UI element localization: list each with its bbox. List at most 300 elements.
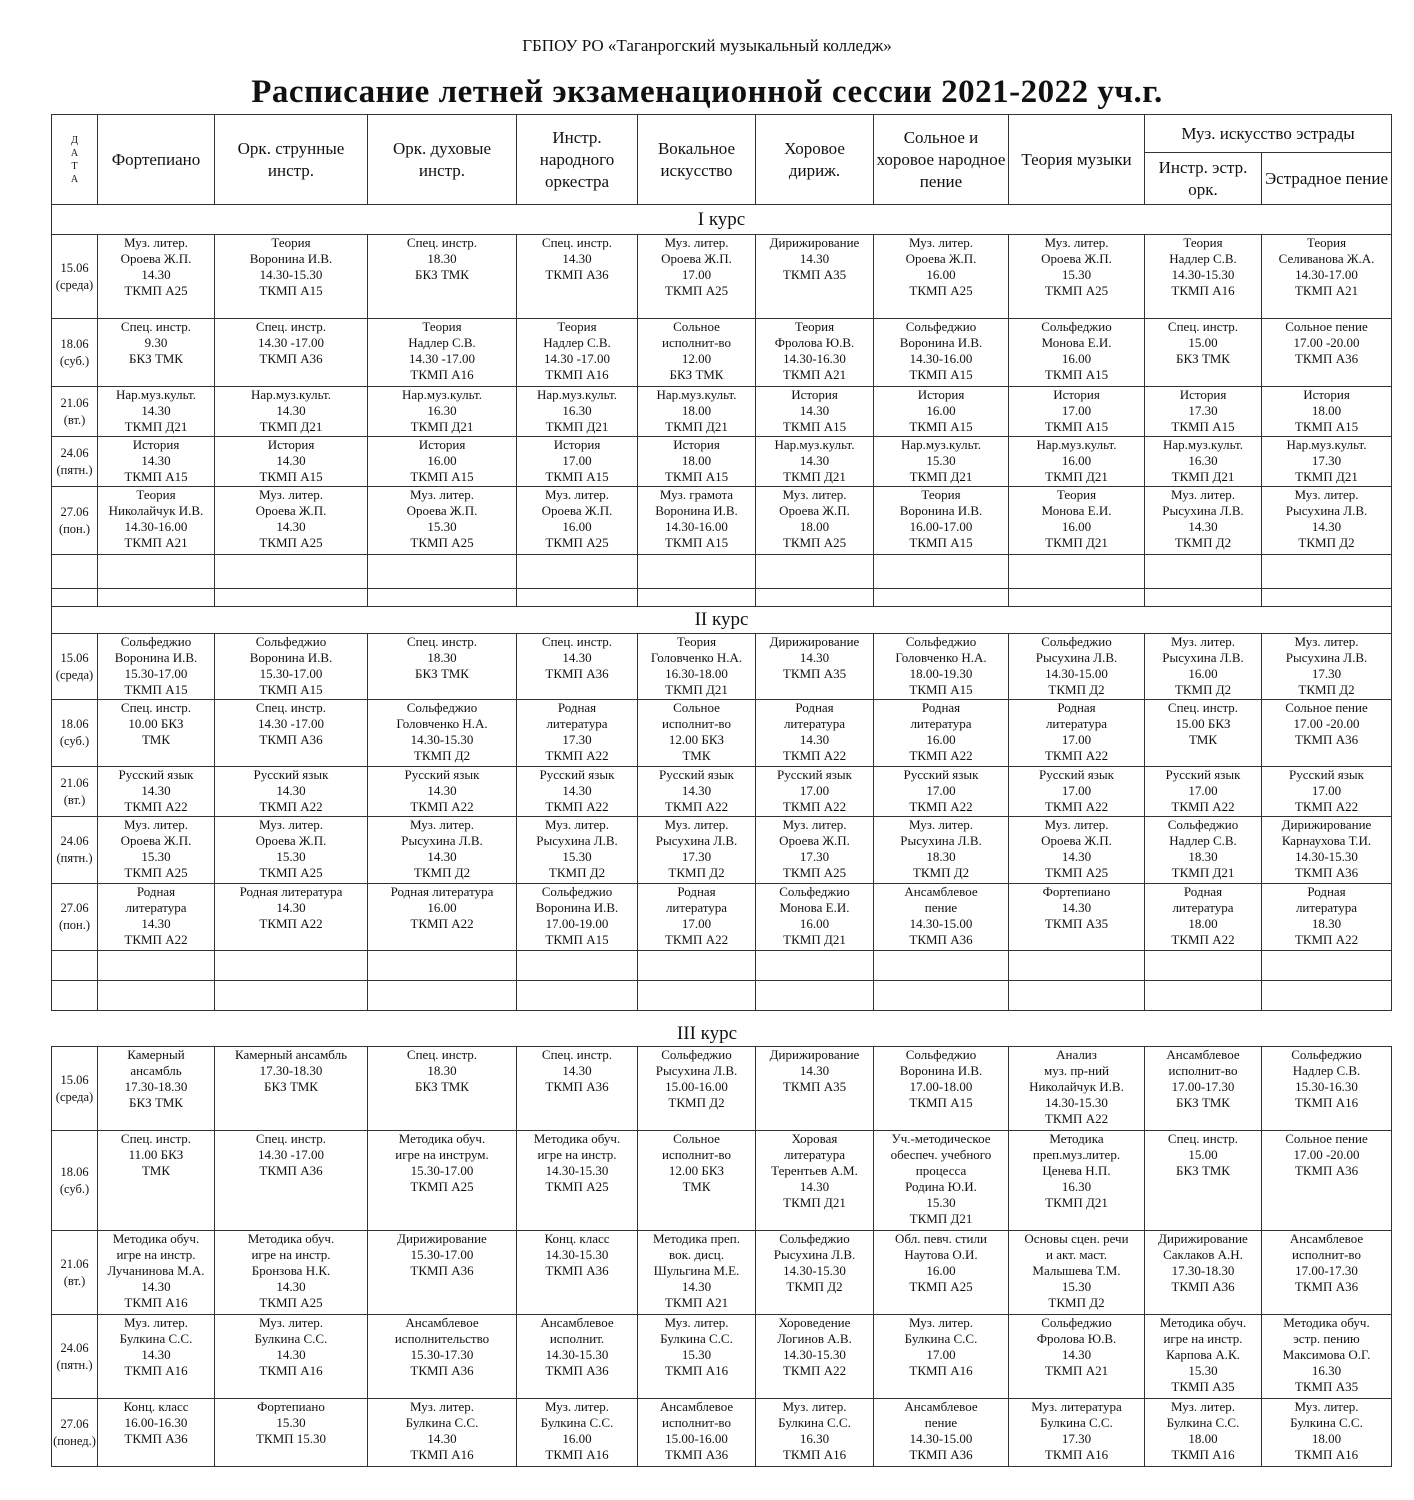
exam-line: Рысухина Л.В. [1162, 650, 1244, 665]
exam-line: 16.30 [427, 403, 457, 418]
exam-line: ТКМП А22 [410, 799, 474, 814]
exam-line: Головченко Н.А. [650, 650, 743, 665]
exam-line: 15.00-16.00 [665, 1079, 728, 1094]
exam-cell [1145, 437, 1262, 487]
exam-cell [756, 1131, 874, 1231]
exam-line: Ороева Ж.П. [255, 833, 327, 848]
exam-line: ТКМП Д2 [786, 1279, 843, 1294]
exam-cell [98, 1315, 215, 1399]
exam-cell [638, 437, 756, 487]
exam-line: 14.30 [276, 453, 306, 468]
exam-line: 14.30 [141, 267, 171, 282]
exam-cell [874, 487, 1009, 555]
exam-cell [215, 1131, 368, 1231]
exam-cell [1262, 1315, 1392, 1399]
exam-cell [517, 1231, 638, 1315]
table-row [52, 387, 1392, 437]
exam-line: ТКМП А25 [410, 1179, 474, 1194]
exam-line: 15.30 [427, 519, 457, 534]
exam-line: 17.00 [926, 1347, 956, 1362]
exam-line: Нар.муз.культ. [116, 387, 196, 402]
exam-line: ТКМП Д21 [1045, 535, 1108, 550]
exam-line: ТКМП А25 [664, 283, 729, 298]
exam-line: Теория [1056, 487, 1097, 502]
exam-line: История [917, 387, 965, 402]
exam-line: Муз. литер. [908, 235, 974, 250]
table-row [52, 767, 1392, 817]
exam-line: Родная [1307, 884, 1346, 899]
exam-line: Фортепиано [257, 1399, 325, 1414]
exam-cell [98, 487, 215, 555]
exam-line: ТКМП Д21 [545, 419, 609, 434]
exam-cell [638, 767, 756, 817]
exam-cell [215, 1315, 368, 1399]
exam-line: ТКМП А15 [545, 932, 609, 947]
exam-line: Русский язык [659, 767, 734, 782]
exam-line: Конц. класс [123, 1399, 189, 1414]
exam-line: 12.00 [681, 351, 712, 366]
exam-line: Спец. инстр. [1167, 319, 1239, 334]
exam-line: ТКМП А36 [1294, 1279, 1359, 1294]
exam-line: Монова Е.И. [779, 900, 850, 915]
exam-line: Методика преп. [653, 1231, 740, 1246]
exam-line: Методика обуч. [112, 1231, 200, 1246]
exam-line: ТКМП А16 [545, 367, 609, 382]
empty-cell [1009, 589, 1145, 607]
exam-line: 14.30 [427, 1431, 457, 1446]
exam-line: БКЗ ТМК [1176, 1095, 1230, 1110]
exam-line: Булкина С.С. [660, 1331, 733, 1346]
exam-line: Спец. инстр. [406, 235, 478, 250]
exam-line: Муз. литер. [544, 1399, 610, 1414]
exam-cell [1262, 437, 1392, 487]
exam-line: 14.30-16.00 [665, 519, 728, 534]
exam-line: 15.30-17.00 [124, 666, 188, 681]
exam-line: Теория [921, 487, 961, 502]
exam-line: ТКМП Д2 [1174, 535, 1232, 550]
exam-line: Булкина С.С. [254, 1331, 328, 1346]
exam-cell [756, 235, 874, 319]
col-header-pop-group: Муз. искусство эстрады [1145, 115, 1392, 153]
empty-cell [1145, 981, 1262, 1011]
table-row [52, 817, 1392, 884]
exam-line: Сольфеджио [120, 634, 192, 649]
exam-cell [98, 1399, 215, 1467]
empty-cell [52, 555, 98, 589]
exam-line: История [553, 437, 601, 452]
exam-line: ТКМП Д2 [668, 1095, 725, 1110]
exam-cell [1262, 817, 1392, 884]
exam-line: 14.30-15.00 [909, 1431, 973, 1446]
schedule-table-main [51, 114, 1392, 1011]
exam-line: ТКМП Д21 [665, 682, 728, 697]
exam-line: История [418, 437, 466, 452]
exam-line: Дирижирование [397, 1231, 487, 1246]
date-cell [52, 487, 98, 555]
exam-line: Рысухина Л.В. [1035, 650, 1118, 665]
exam-line: Карнаухова Т.И. [1281, 833, 1372, 848]
exam-line: 18.30 [427, 251, 457, 266]
date-line: (пон.) [58, 521, 91, 536]
exam-cell [874, 319, 1009, 387]
exam-line: Дирижирование [1281, 817, 1372, 832]
exam-line: вок. дисц. [669, 1247, 724, 1262]
empty-cell [638, 951, 756, 981]
exam-cell [874, 437, 1009, 487]
date-line: 21.06 [60, 1256, 89, 1271]
exam-line: Муз. литер. [544, 487, 610, 502]
exam-line: Спец. инстр. [1167, 1131, 1239, 1146]
exam-line: 14.30 [141, 403, 171, 418]
course-title: I курс [52, 205, 1392, 235]
exam-line: Методика обуч. [533, 1131, 621, 1146]
exam-line: Рысухина Л.В. [1162, 503, 1244, 518]
exam-cell [517, 235, 638, 319]
date-line: (вт.) [63, 412, 86, 427]
exam-line: ТКМП Д2 [668, 865, 725, 880]
exam-line: ТКМП А36 [545, 1363, 609, 1378]
date-cell [52, 700, 98, 767]
exam-line: ТКМП А25 [545, 535, 609, 550]
exam-line: 14.30-15.30 [1171, 267, 1235, 282]
exam-line: 14.30 [681, 783, 712, 798]
exam-line: ТКМП А35 [782, 1079, 847, 1094]
date-cell [52, 634, 98, 700]
exam-line: Булкина С.С. [904, 1331, 978, 1346]
exam-cell [874, 1231, 1009, 1315]
exam-line: 14.30 [276, 1347, 306, 1362]
table-row [52, 319, 1392, 387]
exam-line: Нар.муз.культ. [251, 387, 331, 402]
exam-line: 16.30 [562, 403, 592, 418]
exam-cell [1009, 1047, 1145, 1131]
exam-cell [215, 884, 368, 951]
exam-cell [1262, 1047, 1392, 1131]
exam-cell [756, 1315, 874, 1399]
exam-line: 17.00 [1188, 783, 1218, 798]
exam-cell [368, 1231, 517, 1315]
exam-cell [215, 817, 368, 884]
exam-line: 14.30 [562, 650, 592, 665]
exam-line: Рысухина Л.В. [536, 833, 618, 848]
exam-line: 14.30-15.30 [259, 267, 323, 282]
empty-cell [368, 555, 517, 589]
exam-line: Русский язык [777, 767, 852, 782]
exam-cell [638, 487, 756, 555]
exam-line: 17.30-18.30 [124, 1079, 188, 1094]
exam-cell [1145, 1231, 1262, 1315]
exam-cell [756, 700, 874, 767]
table-row [52, 437, 1392, 487]
exam-line: 16.00 [1188, 666, 1218, 681]
exam-line: Муз. литер. [664, 235, 729, 250]
exam-cell [1145, 387, 1262, 437]
empty-cell [98, 555, 215, 589]
exam-cell [1009, 767, 1145, 817]
exam-line: 18.30 [427, 1063, 457, 1078]
exam-line: Бронзова Н.К. [251, 1263, 331, 1278]
exam-line: Рысухина Л.В. [1285, 503, 1368, 518]
exam-line: 14.30 -17.00 [543, 351, 611, 366]
exam-cell [368, 387, 517, 437]
empty-cell [215, 981, 368, 1011]
exam-line: игре на инстр. [537, 1147, 617, 1162]
exam-line: 17.00 [681, 267, 712, 282]
table-row [52, 1131, 1392, 1231]
exam-line: ТМК [142, 1163, 170, 1178]
exam-line: ТКМП А16 [259, 1363, 323, 1378]
exam-line: Сольфеджио [1041, 1315, 1112, 1330]
empty-row [52, 589, 1392, 607]
exam-line: БКЗ ТМК [415, 267, 469, 282]
col-header-winds: Орк. духовые инстр. [368, 115, 517, 205]
exam-line: Спец. инстр. [255, 319, 327, 334]
exam-line: ТКМП А22 [259, 799, 323, 814]
exam-line: Воронина И.В. [655, 503, 738, 518]
exam-line: Сольное [673, 1131, 720, 1146]
exam-line: 14.30 [799, 453, 830, 468]
exam-line: ТКМП А15 [259, 283, 323, 298]
exam-line: ТКМП А15 [1171, 419, 1235, 434]
exam-line: 16.00-16.30 [124, 1415, 188, 1430]
exam-line: ТКМП А16 [782, 1447, 847, 1462]
exam-line: ТКМП А15 [909, 535, 973, 550]
exam-cell [215, 487, 368, 555]
exam-line: Сольфеджио [779, 1231, 850, 1246]
exam-line: Муз. литер. [123, 235, 189, 250]
exam-line: 18.00 [1311, 1431, 1342, 1446]
exam-line: Муз. литер. [782, 1399, 847, 1414]
exam-cell [368, 634, 517, 700]
course-title: III курс [676, 1023, 738, 1044]
exam-cell [874, 1399, 1009, 1467]
exam-line: Анализ [1056, 1047, 1097, 1062]
exam-line: ТКМП Д2 [912, 865, 970, 880]
exam-line: 15.00 [1188, 335, 1218, 350]
exam-line: Малышева Т.М. [1032, 1263, 1121, 1278]
exam-line: 16.00 [1061, 453, 1092, 468]
exam-line: 17.00 [562, 453, 592, 468]
exam-line: ТКМП А22 [124, 932, 188, 947]
exam-line: Надлер С.В. [543, 335, 611, 350]
exam-line: эстр. пению [1293, 1331, 1360, 1346]
exam-cell [638, 1399, 756, 1467]
exam-line: игре на инстр. [251, 1247, 331, 1262]
exam-cell [215, 319, 368, 387]
date-cell [52, 1131, 98, 1231]
table-row [52, 1231, 1392, 1315]
exam-cell [517, 387, 638, 437]
exam-cell [98, 319, 215, 387]
exam-line: 14.30-16.00 [909, 351, 973, 366]
exam-line: Булкина С.С. [1290, 1415, 1363, 1430]
exam-cell [1262, 1131, 1392, 1231]
exam-line: 14.30 [681, 1279, 712, 1294]
exam-line: ТКМП А22 [1171, 799, 1235, 814]
exam-line: Ороева Ж.П. [661, 251, 732, 266]
exam-line: 14.30 [276, 900, 306, 915]
exam-line: ТКМП А22 [664, 799, 729, 814]
exam-line: Сольфеджио [661, 1047, 732, 1062]
exam-line: ТКМП А22 [259, 916, 323, 931]
exam-line: 17.00 [1311, 783, 1342, 798]
exam-line: 17.30-18.30 [1171, 1263, 1235, 1278]
exam-line: ТКМП А22 [664, 932, 729, 947]
date-line: (пятн.) [56, 851, 93, 865]
exam-cell [368, 700, 517, 767]
exam-line: 18.00 [1311, 403, 1342, 418]
exam-line: 15.30 [926, 453, 956, 468]
exam-line: Надлер С.В. [408, 335, 476, 350]
exam-line: ТКМП А15 [1044, 367, 1109, 382]
exam-cell [517, 319, 638, 387]
exam-line: Ансамблевое [405, 1315, 479, 1330]
date-line: (пятн.) [56, 1357, 93, 1372]
exam-cell [368, 437, 517, 487]
exam-line: Муз. литер. [1170, 634, 1236, 649]
exam-line: 14.30 [276, 783, 306, 798]
exam-line: ТКМП Д21 [1171, 865, 1235, 880]
exam-cell [1145, 1399, 1262, 1467]
exam-cell [1145, 319, 1262, 387]
exam-line: 18.00 [681, 453, 712, 468]
exam-line: Спец. инстр. [541, 1047, 613, 1062]
date-line: 15.06 [60, 1072, 89, 1087]
empty-cell [874, 951, 1009, 981]
exam-line: исполнит-во [1168, 1063, 1238, 1078]
exam-line: Муз. литер. [782, 487, 847, 502]
exam-cell [1145, 1131, 1262, 1231]
exam-cell [368, 1047, 517, 1131]
exam-line: игре на инстр. [116, 1247, 196, 1262]
exam-cell [1262, 1399, 1392, 1467]
exam-cell [756, 1231, 874, 1315]
col-header-folk-orchestra: Инстр. народного оркестра [517, 115, 638, 205]
exam-line: Спец. инстр. [541, 235, 613, 250]
exam-line: Муз. литер. [123, 817, 189, 832]
exam-line: Муз. литер. [544, 817, 610, 832]
date-line: 24.06 [60, 1340, 89, 1355]
exam-cell [756, 767, 874, 817]
date-line: (среда) [55, 667, 94, 682]
exam-line: Ороева Ж.П. [406, 503, 478, 518]
exam-line: ТКМП А16 [909, 1363, 973, 1378]
exam-line: Фролова Ю.В. [1036, 1331, 1117, 1346]
exam-line: Ансамблевое [904, 1399, 978, 1414]
exam-line: Спец. инстр. [541, 634, 613, 649]
exam-line: Русский язык [1165, 767, 1241, 782]
exam-line: 15.00-16.00 [665, 1431, 728, 1446]
exam-line: 18.00 [681, 403, 712, 418]
exam-line: Рысухина Л.В. [900, 833, 982, 848]
exam-line: История [132, 437, 180, 452]
date-line: 15.06 [60, 650, 89, 665]
table-row [52, 700, 1392, 767]
exam-line: ТКМП А35 [1294, 1379, 1359, 1394]
exam-line: Нар.муз.культ. [402, 387, 482, 402]
exam-line: ТКМП А36 [545, 1079, 609, 1094]
exam-line: Сольфеджио [905, 319, 977, 334]
exam-line: Монова Е.И. [1041, 335, 1112, 350]
empty-cell [1009, 555, 1145, 589]
exam-cell [638, 1131, 756, 1231]
exam-line: ТКМП А16 [1294, 1095, 1359, 1110]
exam-line: 16.00 [926, 267, 956, 282]
exam-line: ТКМП А35 [1171, 1379, 1235, 1394]
exam-line: Ороева Ж.П. [1041, 833, 1112, 848]
exam-cell [638, 884, 756, 951]
exam-line: ТКМП А22 [1294, 932, 1359, 947]
exam-line: 17.30 [799, 849, 830, 864]
exam-line: Воронина И.В. [535, 900, 619, 915]
exam-line: Муз. литер. [258, 487, 324, 502]
exam-cell [368, 235, 517, 319]
date-line: (среда) [55, 1089, 94, 1104]
exam-line: Спец. инстр. [1167, 700, 1239, 715]
empty-cell [1145, 555, 1262, 589]
exam-line: ТКМП Д2 [1048, 1295, 1105, 1310]
exam-line: Родная [136, 884, 176, 899]
exam-line: Муз. литер. [908, 1315, 974, 1330]
exam-line: ТКМП А15 [909, 682, 973, 697]
exam-line: 14.30 [799, 732, 830, 747]
exam-line: 17.00-18.00 [909, 1079, 973, 1094]
exam-line: Булкина С.С. [119, 1331, 193, 1346]
exam-line: ТКМП А25 [782, 865, 847, 880]
date-cell [52, 767, 98, 817]
exam-line: исполнит-во [662, 335, 731, 350]
exam-line: преп.муз.литер. [1032, 1147, 1121, 1162]
date-cell [52, 387, 98, 437]
exam-cell [1262, 235, 1392, 319]
exam-cell [517, 817, 638, 884]
exam-line: ТКМП А25 [909, 1279, 973, 1294]
exam-line: Русский язык [903, 767, 979, 782]
exam-line: ТКМП А22 [782, 799, 847, 814]
exam-line: Дирижирование [769, 235, 860, 250]
exam-line: Методика [1049, 1131, 1104, 1146]
exam-line: Рысухина Л.В. [773, 1247, 856, 1262]
exam-line: 14.30-15.30 [545, 1347, 609, 1362]
empty-cell [52, 981, 98, 1011]
exam-line: 16.00 [427, 453, 457, 468]
exam-line: ТКМП А36 [1294, 351, 1359, 366]
exam-line: 14.30-15.30 [410, 732, 474, 747]
exam-line: Русский язык [253, 767, 329, 782]
empty-cell [517, 589, 638, 607]
exam-line: Ороева Ж.П. [541, 503, 613, 518]
exam-line: ТКМП А36 [259, 351, 323, 366]
empty-cell [1145, 951, 1262, 981]
exam-line: Муз. литер. [409, 487, 475, 502]
exam-line: 15.30 [681, 1347, 712, 1362]
exam-line: ТКМП Д21 [783, 932, 846, 947]
exam-line: 16.00 [799, 916, 830, 931]
exam-line: БКЗ ТМК [669, 367, 724, 382]
exam-line: Муз. грамота [659, 487, 734, 502]
exam-line: ТКМП А16 [1294, 1447, 1359, 1462]
exam-line: Карпова А.К. [1166, 1347, 1240, 1362]
exam-cell [517, 1315, 638, 1399]
exam-line: 16.00 [427, 900, 457, 915]
exam-line: ТКМП А21 [782, 367, 847, 382]
exam-line: 17.00 -20.00 [1293, 1147, 1360, 1162]
exam-line: 15.30 [1188, 1363, 1218, 1378]
exam-line: Надлер С.В. [1169, 833, 1237, 848]
exam-line: Обл. певч. стили [895, 1231, 987, 1246]
exam-line: 14.30-15.00 [909, 916, 973, 931]
table-row [52, 1399, 1392, 1467]
